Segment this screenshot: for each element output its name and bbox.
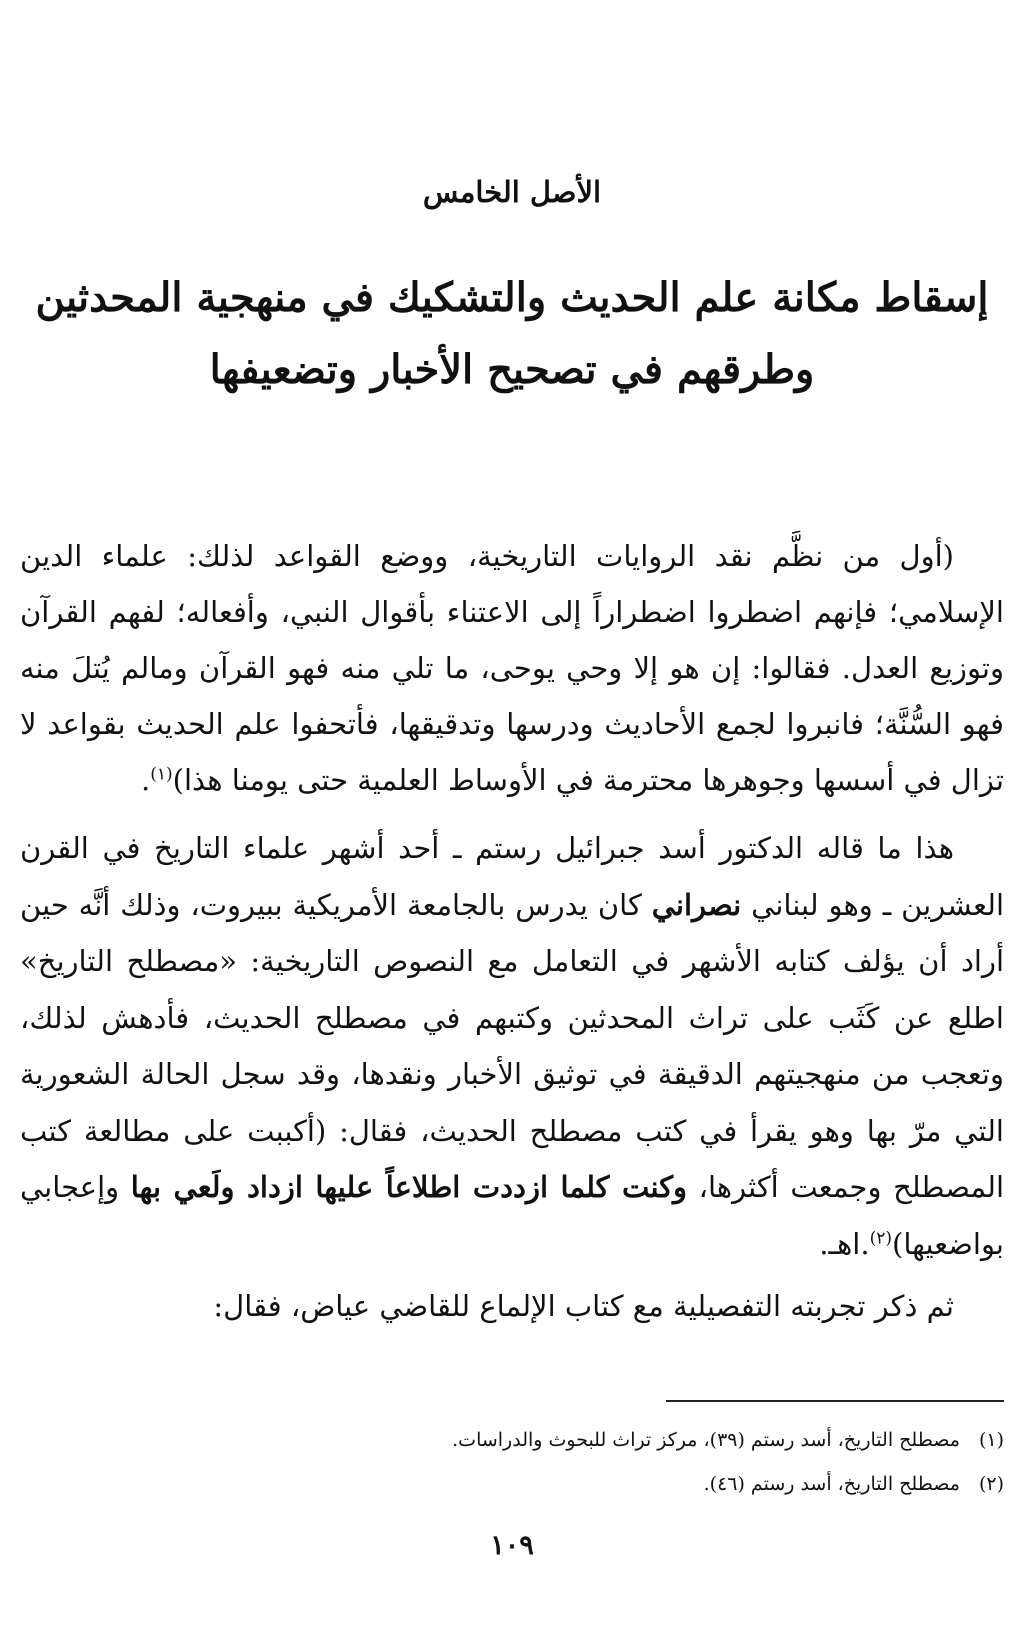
paragraph-quote (20, 528, 1004, 808)
paragraph-quote-text: (أول من نظَّم نقد الروايات التاريخية، ووضع القواعد لذلك: علماء الدين الإسلامي؛ فإنهم اضطروا اضطراراً إلى الاعتناء بأقوال النبي، وأفعاله؛ لفهم القرآن وتوزيع العدل. فقالوا: إن هو إلا وحي يوحى، ما تلي منه فهو القرآن ومالم يُتلَ منه فهو السُّنَّة؛ فانبروا لجمع الأحاديث ودرسها وتدقيقها، فأتحفوا علم الحديث بقواعد لا تزال في أسسها وجوهرها محترمة في الأوساط العلمية حتى يومنا هذا) (20, 539, 1004, 797)
footnotes (20, 1418, 1004, 1506)
body-text (20, 528, 1004, 1334)
footnote-number: (٢) (978, 1473, 1004, 1495)
paragraph-commentary-tail: .اهـ. (819, 1226, 870, 1261)
chapter-title-line-1: إسقاط مكانة علم الحديث والتشكيك في منهجية المحدثين (35, 274, 989, 321)
chapter-title (20, 262, 1004, 406)
footnote-item (20, 1462, 1004, 1506)
chapter-title-line-2: وطرقهم في تصحيح الأخبار وتضعيفها (209, 346, 815, 393)
page-number: ١٠٩ (490, 1530, 534, 1561)
paragraph-quote-tail: . (141, 763, 151, 797)
footnote-text: مصطلح التاريخ، أسد رستم (٣٩)، مركز تراث للبحوث والدراسات. (452, 1429, 960, 1451)
chapter-heading: الأصل الخامس (422, 175, 602, 209)
footnote-ref-2[interactable]: (٢) (869, 1227, 892, 1248)
paragraph-commentary-part-1: هذا ما قاله الدكتور أسد جبرائيل رستم ـ أحد أشهر علماء التاريخ في القرن العشرين ـ وهو لبناني (20, 831, 1005, 922)
footnote-divider (666, 1400, 1004, 1402)
paragraph-commentary-part-3: وإعجابي بواضعيها) (20, 1170, 1004, 1261)
footnote-ref-1[interactable]: (١) (150, 764, 173, 785)
paragraph-commentary-part-2: كان يدرس بالجامعة الأمريكية ببيروت، وذلك أنَّه حين أراد أن يؤلف كتابه الأشهر في التعامل مع النصوص التاريخية: «مصطلح التاريخ» اطلع عن كَثَب على تراث المحدثين وكتبهم في مصطلح الحديث، فأدهش لذلك، وتعجب من منهجيتهم الدقيقة في توثيق الأخبار ونقدها، وقد سجل الحالة الشعورية التي مرّ بها وهو يقرأ في كتب مصطلح الحديث، فقال: (أكببت على مطالعة كتب المصطلح وجمعت أكثرها، (20, 887, 1004, 1204)
paragraph-commentary (20, 820, 1004, 1272)
emphasis-text-1: نصراني (651, 887, 742, 922)
footnote-number: (١) (978, 1429, 1004, 1451)
emphasis-text-2: وكنت كلما ازددت اطلاعاً عليها ازداد ولَعي بها (130, 1170, 688, 1204)
paragraph-closing: ثم ذكر تجربته التفصيلية مع كتاب الإلماع للقاضي عياض، فقال: (213, 1289, 954, 1323)
footnote-text: مصطلح التاريخ، أسد رستم (٤٦). (703, 1473, 960, 1495)
footnote-item (20, 1418, 1004, 1462)
